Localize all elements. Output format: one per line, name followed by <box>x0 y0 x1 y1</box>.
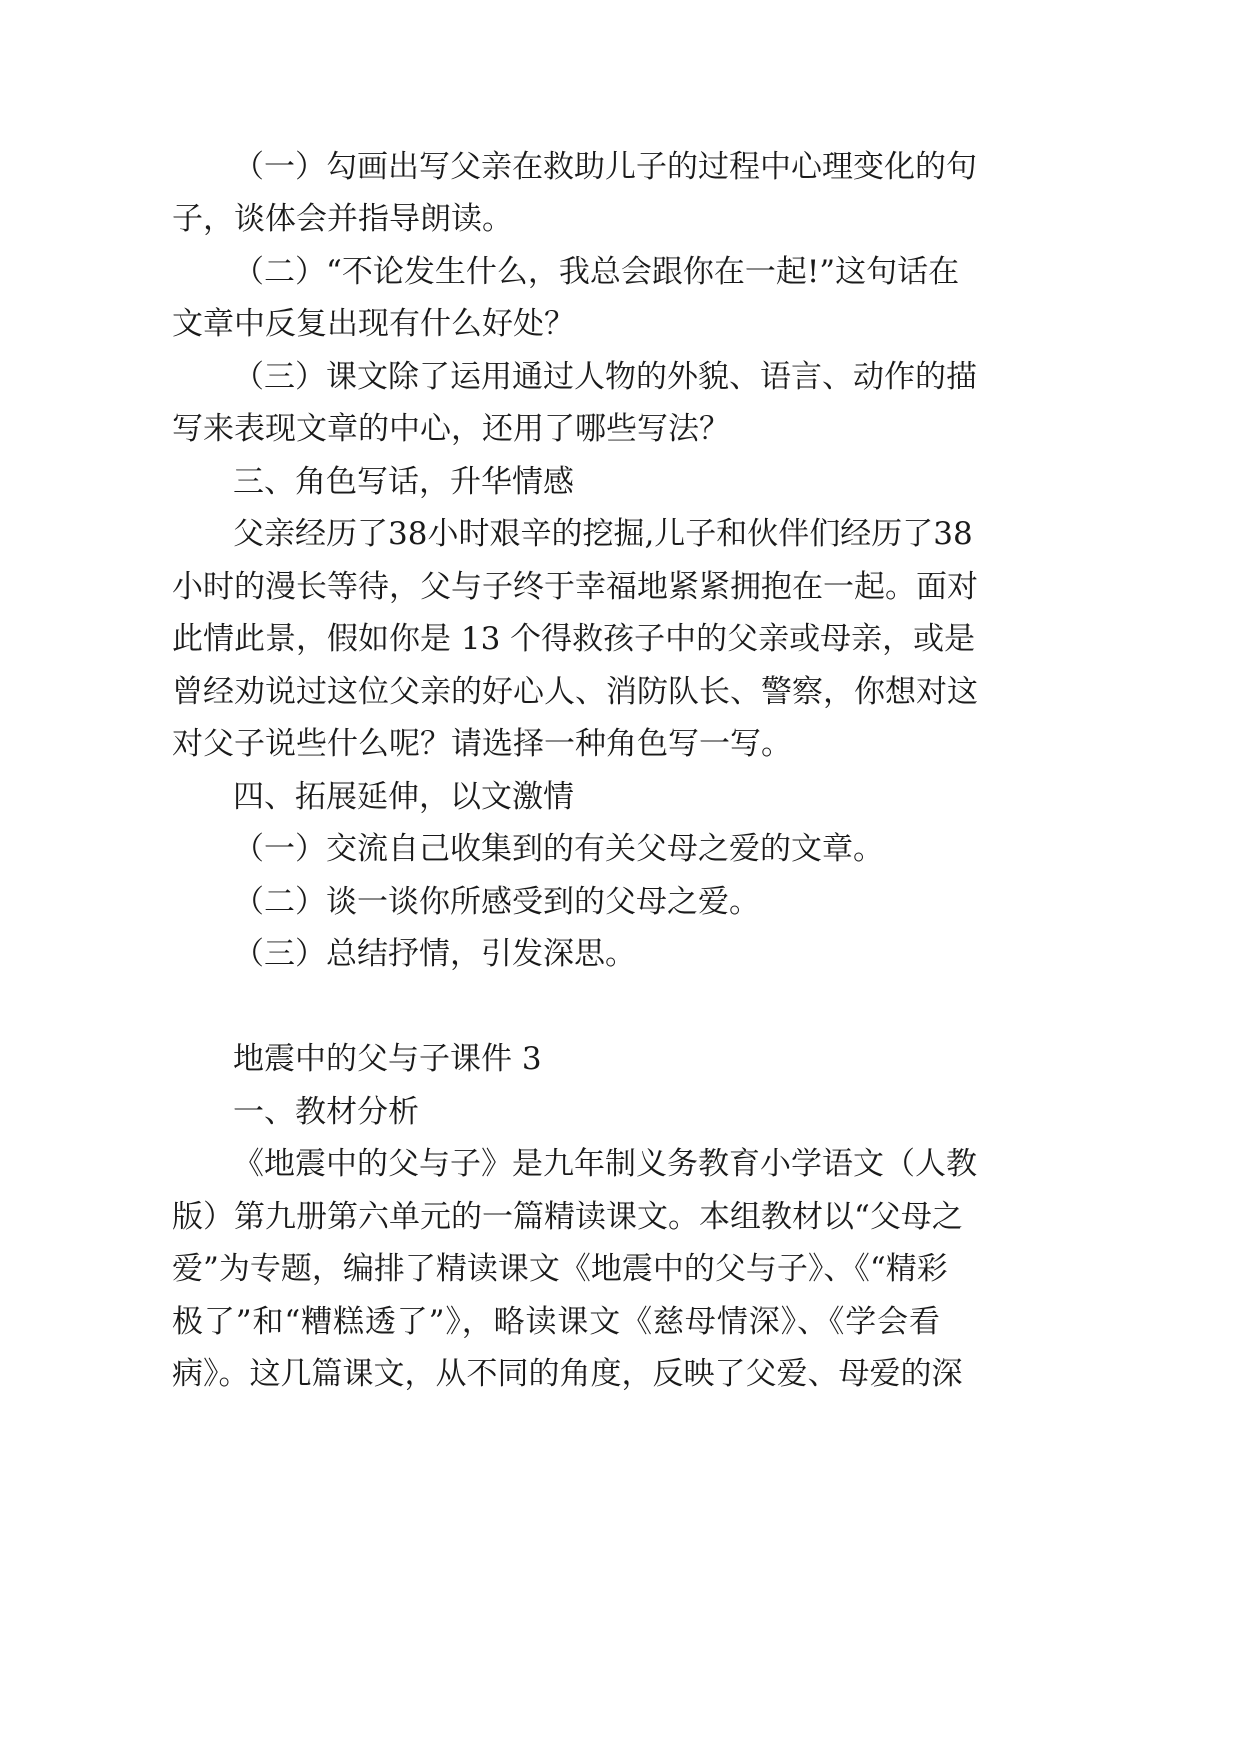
text-line: 版）第九册第六单元的一篇精读课文。本组教材以“父母之 <box>172 1199 963 1235</box>
text-line: 文章中反复出现有什么好处？ <box>172 306 575 342</box>
text-line: （二）谈一谈你所感受到的父母之爱。 <box>233 884 760 920</box>
text-line: 父亲经历了38小时艰辛的挖掘,儿子和伙伴们经历了38 <box>233 516 973 552</box>
text-line: （三）总结抒情，引发深思。 <box>233 936 636 972</box>
text-line: （三）课文除了运用通过人物的外貌、语言、动作的描 <box>233 359 977 395</box>
text-line: 小时的漫长等待，父与子终于幸福地紧紧拥抱在一起。面对 <box>172 569 978 605</box>
text-line: 此情此景，假如你是 13 个得救孩子中的父亲或母亲，或是 <box>172 621 976 657</box>
text-line: 对父子说些什么呢？请选择一种角色写一写。 <box>172 726 792 762</box>
text-line: 曾经劝说过这位父亲的好心人、消防队长、警察，你想对这 <box>172 674 978 710</box>
text-line: 爱”为专题，编排了精读课文《地震中的父与子》、《“精彩 <box>172 1251 948 1287</box>
section-heading: 三、角色写话，升华情感 <box>233 464 574 500</box>
text-line: （一）交流自己收集到的有关父母之爱的文章。 <box>233 831 884 867</box>
text-line: （一）勾画出写父亲在救助儿子的过程中心理变化的句 <box>233 149 977 185</box>
text-line: 《地震中的父与子》是九年制义务教育小学语文（人教 <box>233 1146 977 1182</box>
text-line: 病》。这几篇课文，从不同的角度，反映了父爱、母爱的深 <box>172 1356 963 1392</box>
text-line: （二）“不论发生什么，我总会跟你在一起!”这句话在 <box>233 254 960 290</box>
text-line: 极了”和“糟糕透了”》，略读课文《慈母情深》、《学会看 <box>172 1304 940 1340</box>
document-title: 地震中的父与子课件 3 <box>233 1041 542 1077</box>
section-heading: 一、教材分析 <box>233 1094 419 1130</box>
text-line: 写来表现文章的中心，还用了哪些写法？ <box>172 411 730 447</box>
section-heading: 四、拓展延伸，以文激情 <box>233 779 574 815</box>
text-line: 子，谈体会并指导朗读。 <box>172 201 513 237</box>
